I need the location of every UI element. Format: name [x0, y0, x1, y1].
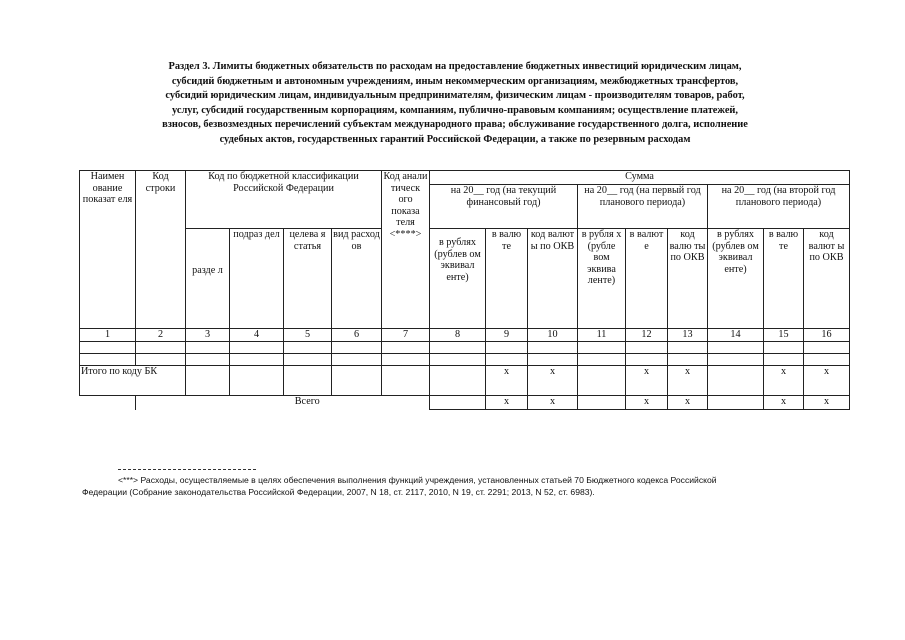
header-okv-2: код валю ты по ОКВ — [668, 229, 708, 329]
itogo-label: Итого по коду БК — [80, 366, 186, 396]
col-num: 11 — [578, 329, 626, 342]
footnote — [82, 475, 842, 498]
footnote-line-2: Федерации (Собрание законодательства Российской Федерации, 2007, N 18, ст. 2117, 2010, N 19, ст. 2291; 2013, N 52, ст. 6983). — [82, 486, 595, 497]
header-podrazdel: подраз дел — [230, 229, 284, 329]
x-mark: x — [528, 396, 578, 410]
title-line: Раздел 3. Лимиты бюджетных обязательств по расходам на предоставление бюджетных инвестиций юридическим лицам, — [168, 61, 742, 72]
header-year-second-plan: на 20__ год (на второй год планового периода) — [708, 185, 850, 229]
col-num: 13 — [668, 329, 708, 342]
header-year-current: на 20__ год (на текущий финансовый год) — [430, 185, 578, 229]
col-num: 16 — [804, 329, 850, 342]
x-mark: x — [764, 396, 804, 410]
header-rub-2: в рубля х (рубле вом эквива ленте) — [578, 229, 626, 329]
footnote-line-1 — [82, 475, 842, 487]
header-vid-raskhodov: вид расход ов — [332, 229, 382, 329]
x-mark: x — [486, 396, 528, 410]
header-currency-3: в валю те — [764, 229, 804, 329]
header-okv-1: код валют ы по ОКВ — [528, 229, 578, 329]
table-row — [80, 342, 850, 354]
col-num: 7 — [382, 329, 430, 342]
header-celevaya-statya: целева я статья — [284, 229, 332, 329]
header-razdel: разде л — [186, 229, 230, 329]
footnote-marker: <***> — [118, 475, 139, 485]
header-rub-1: в рублях (рублев ом эквивал енте) — [430, 229, 486, 329]
column-numbers-row — [80, 329, 850, 342]
col-num: 3 — [186, 329, 230, 342]
title-line: судебных актов, государственных гарантий Российской Федерации, а также по резервным расходам — [219, 133, 691, 145]
table-row — [80, 354, 850, 366]
col-num: 1 — [80, 329, 136, 342]
itogo-row — [80, 366, 850, 396]
col-num: 5 — [284, 329, 332, 342]
title-line: услуг, субсидий государственным корпорациям, компаниям, публично-правовым компаниям; осуществление платежей, — [171, 104, 739, 116]
header-indicator-name: Наимен ование показат еля — [80, 171, 136, 329]
header-rub-3: в рублях (рублев ом эквивал енте) — [708, 229, 764, 329]
x-mark: x — [486, 366, 528, 396]
col-num: 12 — [626, 329, 668, 342]
x-mark: x — [626, 366, 668, 396]
col-num: 9 — [486, 329, 528, 342]
limits-table — [79, 170, 850, 410]
footnote-separator — [118, 469, 256, 470]
col-num: 8 — [430, 329, 486, 342]
x-mark: x — [764, 366, 804, 396]
col-num: 15 — [764, 329, 804, 342]
x-mark: x — [668, 396, 708, 410]
col-num: 10 — [528, 329, 578, 342]
header-currency-2: в валют е — [626, 229, 668, 329]
footnote-text-1: Расходы, осуществляемые в целях обеспечения выполнения функций учреждения, установленных статьей 70 Бюджетного кодекса Российской — [140, 475, 717, 485]
vsego-label: Всего — [294, 396, 320, 407]
title-line: субсидий бюджетным и автономным учреждениям, иным некоммерческим организациям, межбюджетных трансфертов, — [171, 75, 739, 87]
vsego-row — [80, 396, 850, 410]
x-mark: x — [528, 366, 578, 396]
title-line: взносов, безвозмездных перечислений субъектам международного права; обслуживание государственного долга, исполнение — [162, 119, 748, 131]
header-analytic-code: Код анали тическ ого показа теля <****> — [382, 171, 430, 329]
col-num: 14 — [708, 329, 764, 342]
header-okv-3: код валют ы по ОКВ — [804, 229, 850, 329]
header-year-first-plan: на 20__ год (на первый год планового периода) — [578, 185, 708, 229]
x-mark: x — [804, 366, 850, 396]
col-num: 6 — [332, 329, 382, 342]
x-mark: x — [804, 396, 850, 410]
title-line: субсидий юридическим лицам, индивидуальным предпринимателям, физическим лицам - производителям товаров, работ, — [165, 90, 745, 102]
section-title — [75, 60, 835, 148]
x-mark: x — [626, 396, 668, 410]
header-sum: Сумма — [430, 171, 850, 185]
header-bk-code: Код по бюджетной классификации Российской Федерации — [186, 171, 382, 229]
col-num: 4 — [230, 329, 284, 342]
x-mark: x — [668, 366, 708, 396]
col-num: 2 — [136, 329, 186, 342]
header-currency-1: в валю те — [486, 229, 528, 329]
header-row-code: Код строки — [136, 171, 186, 329]
